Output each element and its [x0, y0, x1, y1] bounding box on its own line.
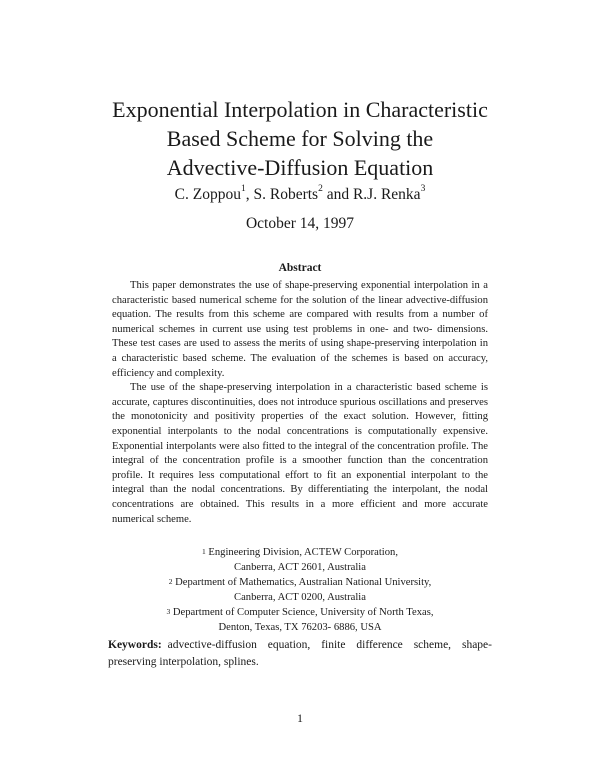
author-name: S. Roberts: [253, 186, 319, 203]
affiliation-mark: 3: [166, 607, 171, 616]
affiliation-line: Department of Mathematics, Australian National University,: [175, 577, 432, 588]
paper-date: October 14, 1997: [245, 215, 355, 232]
affiliation-line: Engineering Division, ACTEW Corporation,: [208, 547, 398, 558]
affiliation-line: Department of Computer Science, University of North Texas,: [172, 607, 434, 618]
author-separator: and: [322, 186, 353, 203]
affiliation-list: [112, 545, 488, 635]
affiliation-mark: 2: [168, 577, 173, 586]
affiliation-item: [112, 605, 488, 635]
author-name: C. Zoppou: [174, 186, 241, 203]
author-separator: ,: [245, 186, 254, 203]
abstract-paragraph: The use of the shape-preserving interpolation in a characteristic based scheme is accurate, captures discontinuities, does not introduce spurious oscillations and preserves the monotonicity and positivity properties of the exact solution. However, fitting exponential interpolants to the nodal concentrations is computationally expensive. Exponential interpolants were also fitted to the integral of the concentration profile. The integral of the concentration profile is a smoother function than the concentration profile. It requires less computational effort to fit an exponential interpolant to the integral than the nodal concentrations. By differentiating the interpolant, the nodal concentrations are obtained. This results in a more efficient and more accurate numerical scheme.: [112, 382, 488, 525]
abstract-heading: Abstract: [278, 262, 322, 274]
abstract-body: [112, 279, 488, 527]
keywords: [108, 637, 492, 670]
affiliation-item: [112, 575, 488, 605]
affiliation-item: [112, 545, 488, 575]
affiliation-line: Denton, Texas, TX 76203- 6886, USA: [218, 622, 382, 633]
affiliation-line: Canberra, ACT 2601, Australia: [234, 562, 366, 573]
affiliation-line: Canberra, ACT 0200, Australia: [234, 592, 366, 603]
keywords-label: Keywords:: [108, 639, 162, 651]
author-list: [60, 186, 540, 204]
author-name: R.J. Renka: [352, 186, 421, 203]
author-affiliation-mark: 2: [318, 184, 323, 194]
abstract-paragraph: This paper demonstrates the use of shape-preserving exponential interpolation in a characteristic based numerical scheme for the solution of the linear advective-diffusion equation. The results from this scheme are compared with results from a number of numerical schemes in current use using test problems in one- and two- dimensions. These test cases are used to assess the merits of using shape-preserving interpolation in a characteristic based scheme. The evaluation of the schemes is based on accuracy, efficiency and complexity.: [112, 280, 488, 379]
title-line: Exponential Interpolation in Characteristic: [112, 97, 488, 122]
paper-title: [60, 95, 540, 182]
keywords-text: advective-diffusion equation, finite difference scheme, shape-preserving interpolation, splines.: [108, 639, 492, 668]
page-number: 1: [297, 711, 303, 725]
author-affiliation-mark: 1: [240, 184, 246, 194]
title-line: Advective-Diffusion Equation: [166, 155, 434, 180]
title-line: Based Scheme for Solving the: [166, 126, 434, 151]
author-affiliation-mark: 3: [420, 184, 426, 194]
affiliation-mark: 1: [202, 547, 206, 556]
